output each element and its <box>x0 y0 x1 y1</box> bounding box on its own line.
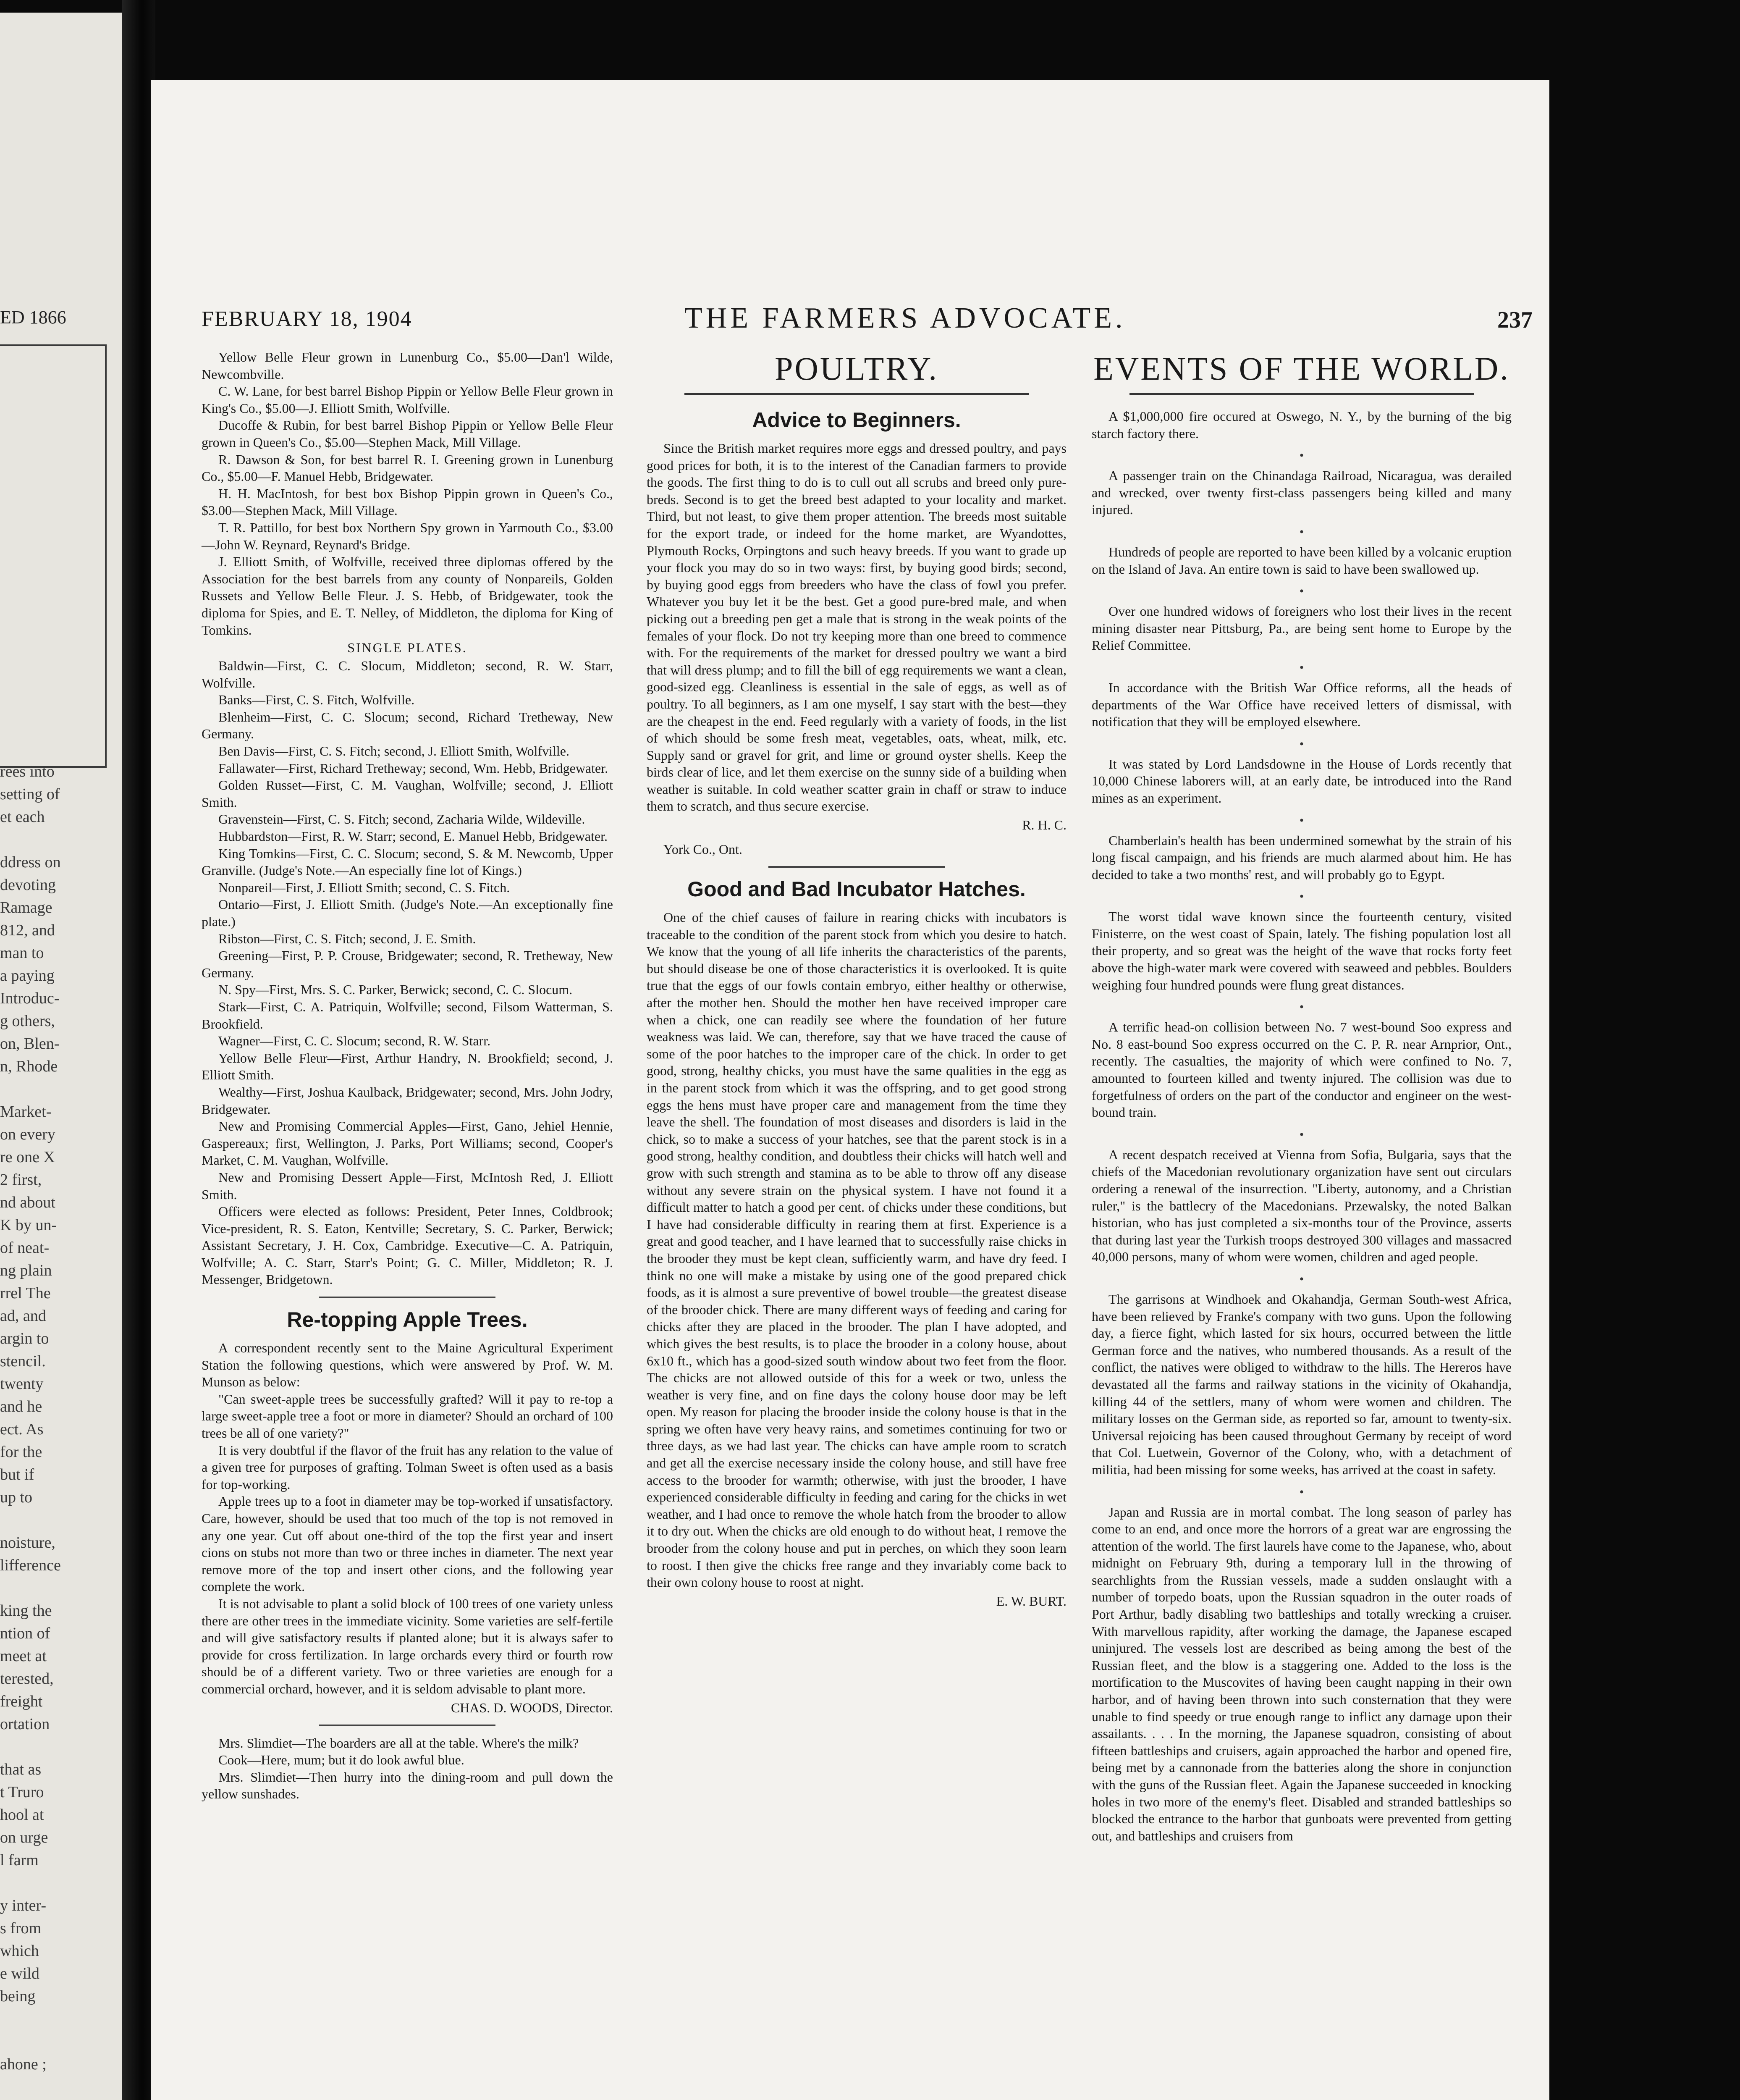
event-item: A terrific head-on collision between No. 7 west-bound Soo express and No. 8 east-bound Soo express occurred on the C. P. R. near Arnprior, Ont., recently. The casualties, the majority of which were confined to No. 7, amounted to fourteen killed and twenty injured. The collision was due to forgetfulness of orders on the part of the conductor and engineer on the west-bound train. <box>1092 1019 1512 1120</box>
event-separator: • <box>1299 584 1304 598</box>
event-item: The worst tidal wave known since the fourteenth century, visited Finisterre, on the west coast of Spain, lately. The fishing population lost all their property, and so great was the height of the wave that rocks forty feet above the high-water mark were covered with seaweed and pebbles. Boulders weighing four hundred pounds were flung great distances. <box>1092 909 1512 992</box>
left-page-line-fragment: Introduc- <box>0 990 60 1007</box>
prize-list <box>202 349 613 638</box>
retopping-paragraph: "Can sweet-apple trees be successfully grafted? Will it pay to re-top a large sweet-apple tree a foot or more in diameter? Should an orchard of 100 trees be all of one variety?" <box>202 1391 613 1441</box>
left-page-line-fragment <box>0 1872 126 1894</box>
left-page-line-fragment: hool at <box>0 1806 44 1824</box>
prize-paragraph: C. W. Lane, for best barrel Bishop Pippin or Yellow Belle Fleur grown in King's Co., $5.00—J. Elliott Smith, Wolfville. <box>202 383 613 416</box>
event-item: A recent despatch received at Vienna from Sofia, Bulgaria, says that the chiefs of the Macedonian revolutionary organization have sent out circulars ordering a renewal of the insurrection. "Liberty, autonomy, and a Christian ruler," is the battlecry of the Macedonians. Przewalsky, the noted Balkan historian, who has just completed a six-months tour of the Province, asserts that during last year the Turkish troops destroyed 300 villages and massacred 40,000 persons, many of whom were women, children and aged people. <box>1092 1147 1512 1265</box>
plate-entry: Golden Russet—First, C. M. Vaughan, Wolfville; second, J. Elliott Smith. <box>202 777 613 810</box>
plate-entry: Wagner—First, C. C. Slocum; second, R. W. Starr. <box>218 1033 491 1049</box>
plate-entry: Fallawater—First, Richard Tretheway; second, Wm. Hebb, Bridgewater. <box>218 760 608 776</box>
event-separator: • <box>1299 1000 1304 1014</box>
left-page-line-fragment: on urge <box>0 1829 48 1846</box>
section-rule <box>684 393 1029 395</box>
plate-entry: Ribston—First, C. S. Fitch; second, J. E. Smith. <box>218 931 476 946</box>
left-page-line-fragment: stencil. <box>0 1352 46 1370</box>
left-page-line-fragment: argin to <box>0 1330 49 1347</box>
plate-entry: Blenheim—First, C. C. Slocum; second, Richard Tretheway, New Germany. <box>202 709 613 742</box>
joke-item <box>202 1735 613 1803</box>
left-page-line-fragment: a paying <box>0 967 55 984</box>
left-page-line-fragment: et each <box>0 808 45 826</box>
left-page-line-fragment: nd about <box>0 1194 55 1211</box>
column-left <box>202 349 613 1803</box>
event-separator: • <box>1299 813 1304 827</box>
advice-headline: Advice to Beginners. <box>752 408 961 432</box>
plate-entry: N. Spy—First, Mrs. S. C. Parker, Berwick; second, C. C. Slocum. <box>218 982 573 998</box>
left-page-line-fragment: y inter- <box>0 1897 47 1914</box>
publication-title: THE FARMERS ADVOCATE. <box>684 302 1126 334</box>
plate-entry: Ontario—First, J. Elliott Smith. (Judge's Note.—An exceptionally fine plate.) <box>202 897 613 929</box>
left-page-line-fragment: that as <box>0 1761 42 1778</box>
article-divider <box>319 1725 495 1726</box>
left-page-fragment <box>0 13 126 2100</box>
left-page-line-fragment: and he <box>0 1398 42 1415</box>
plate-entry: New and Promising Dessert Apple—First, McIntosh Red, J. Elliott Smith. <box>202 1169 613 1202</box>
single-plates-heading: SINGLE PLATES. <box>347 640 467 656</box>
left-page-line-fragment: which <box>0 1942 39 1960</box>
left-page-line-fragment: ahone ; <box>0 2055 47 2073</box>
left-page-line-fragment: 2 first, <box>0 1171 42 1189</box>
plate-entry: Baldwin—First, C. C. Slocum, Middleton; second, R. W. Starr, Wolfville. <box>202 658 613 690</box>
advice-place: York Co., Ont. <box>663 842 742 857</box>
events-list <box>1092 408 1512 1844</box>
left-page-line-fragment: freight <box>0 1693 43 1710</box>
left-page-line-fragment: rrel The <box>0 1284 51 1302</box>
joke-line: Cook—Here, mum; but it do look awful blue. <box>218 1752 464 1768</box>
retopping-headline: Re-topping Apple Trees. <box>287 1308 528 1332</box>
section-rule <box>1129 393 1474 395</box>
left-page-line-fragment: s from <box>0 1919 42 1937</box>
column-middle <box>647 349 1067 1617</box>
advice-paragraph: Since the British market requires more eggs and dressed poultry, and pays good prices for both, it is to the interest of the Canadian farmers to provide the goods. The first thing to do is to cull out all scrubs and breed only pure-breds. Second is to get the breed best adapted to your locality and market. Third, but not least, to give them proper attention. The breeds most suitable for the export trade, or indeed for the home market, are Wyandottes, Plymouth Rocks, Orpingtons and such heavy breeds. If you want to grade up your flock you may do so in two ways: first, by buying good birds; second, by buying good eggs from breeders who have the class of fowl you prefer. Whatever you buy let it be the best. Get a good pure-bred male, and when picking out a breeding pen get a male that is strong in the weak points of the females of your flock. Do not try keeping more than one breed to commence with. For the requirements of the market for dressed poultry we want a bird that will dress plump; and to fill the bill of egg requirements we want a clean, good-sized egg. Cleanliness is essential in the sale of eggs, as well as of poultry. To all beginners, as I am one myself, I say start with the best—they are the cheapest in the end. Feed regularly with a variety of foods, in the list of which should be some fresh meat, vegetables, oats, wheat, milk, etc. Supply sand or gravel for grit, and lime or ground oyster shells. Keep the birds clear of lice, and let them exercise on the sunny side of a building when weather is suitable. In cold weather scatter grain in chaff or straw to induce them to scratch, and thus secure exercise. <box>647 441 1067 814</box>
plate-entry: Gravenstein—First, C. S. Fitch; second, Zacharia Wilde, Wildeville. <box>218 811 585 827</box>
left-page-line-fragment: twenty <box>0 1375 44 1393</box>
prize-paragraph: T. R. Pattillo, for best box Northern Spy grown in Yarmouth Co., $3.00—John W. Reynard, Reynard's Bridge. <box>202 520 613 552</box>
left-page-line-fragment: king the <box>0 1602 52 1620</box>
left-page-line-fragment: on every <box>0 1126 55 1143</box>
left-page-line-fragment <box>0 1577 126 1599</box>
plate-entry: Stark—First, C. A. Patriquin, Wolfville; second, Filsom Watterman, S. Brookfield. <box>202 999 613 1032</box>
left-page-box-rule <box>0 344 107 768</box>
left-page-line-fragment: lifference <box>0 1557 61 1574</box>
event-separator: • <box>1299 1272 1304 1286</box>
left-page-line-fragment: rees into <box>0 763 55 780</box>
left-page-line-fragment: K by un- <box>0 1216 57 1234</box>
prize-paragraph: Ducoffe & Rubin, for best barrel Bishop Pippin or Yellow Belle Fleur grown in Queen's Co., $5.00—Stephen Mack, Mill Village. <box>202 417 613 450</box>
event-item: Chamberlain's health has been undermined somewhat by the strain of his long fiscal campaign, and his friends are much alarmed about him. He has decided to take a two months' rest, and will probably go to Egypt. <box>1092 832 1512 882</box>
event-separator: • <box>1299 660 1304 675</box>
prize-paragraph: J. Elliott Smith, of Wolfville, received three diplomas offered by the Association for the best barrels from any county of Nonpareils, Golden Russets and Yellow Belle Fleur. J. S. Hebb, of Bridgewater, took the diploma for Spies, and E. T. Nelley, of Middleton, the diploma for King of Tomkins. <box>202 554 613 638</box>
retopping-paragraph: It is not advisable to plant a solid block of 100 trees of one variety unless there are other trees in the immediate vicinity. Some varieties are self-fertile and will give satisfactory results if planted alone; but it is always safer to provide for cross fertilization. In large orchards every third or fourth row should be of a different variety. Two or three varieties are enough for a commercial orchard, however, and it is seldom advisable to plant more. <box>202 1596 613 1696</box>
joke-line: Mrs. Slimdiet—The boarders are all at the table. Where's the milk? <box>218 1735 579 1751</box>
left-page-line-fragment: ad, and <box>0 1307 46 1325</box>
left-page-line-fragment: up to <box>0 1488 33 1506</box>
retopping-article <box>202 1339 613 1697</box>
left-page-line-fragment: t Truro <box>0 1783 44 1801</box>
plate-entry: Yellow Belle Fleur—First, Arthur Handry, N. Brookfield; second, J. Elliott Smith. <box>202 1050 613 1083</box>
prize-paragraph: H. H. MacIntosh, for best box Bishop Pippin grown in Queen's Co., $3.00—Stephen Mack, Mill Village. <box>202 486 613 518</box>
left-page-line-fragment: terested, <box>0 1670 54 1688</box>
page-header <box>202 302 1533 336</box>
left-page-line-fragment <box>0 2098 126 2100</box>
advice-article <box>647 440 1067 815</box>
incubator-signature: E. W. BURT. <box>996 1593 1067 1609</box>
joke-line: Mrs. Slimdiet—Then hurry into the dining-room and pull down the yellow sunshades. <box>202 1769 613 1802</box>
left-page-line-fragment: setting of <box>0 785 60 803</box>
left-page-line-fragment: ortation <box>0 1715 50 1733</box>
retopping-signature: CHAS. D. WOODS, Director. <box>451 1700 613 1715</box>
article-divider <box>319 1297 495 1298</box>
event-item: The garrisons at Windhoek and Okahandja, German South-west Africa, have been relieved by Franke's company with two guns. Upon the following day, a fierce fight, which lasted for six hours, occurred between the little German force and the natives, who numbered thousands. As a result of the conflict, the natives were obliged to withdraw to the hills. The Hereros have devastated all the farms and railway stations in the vicinity of Okahandja, killing 44 of the settlers, many of whom were women and children. The military losses on the German side, as reported so far, amount to twenty-six. Universal rejoicing has been caused throughout Germany by receipt of word that Col. Luetwein, Governor of the Colony, who, with a detachment of militia, had been missing for some weeks, has arrived at the coast in safety. <box>1092 1291 1512 1477</box>
event-item: Japan and Russia are in mortal combat. The long season of parley has come to an end, and once more the horrors of a great war are engrossing the attention of the world. The first laurels have come to the Japanese, who, about midnight on February 9th, during a temporary lull in the throwing of searchlights from the Russian vessels, made a sudden onslaught with a number of torpedo boats, upon the Russian squadron in the outer roads of Port Arthur, badly disabling two battleships and totally wrecking a cruiser. With marvellous rapidity, after working the damage, the Japanese escaped uninjured. The vessels lost are described as being among the best of the Russian fleet, and the blow is a staggering one. Added to the loss is the mortification to the Muscovites of having been caught napping in their own harbor, and of having been thrown into such consternation that they were unable to find speedy or true enough range to inflict any damage upon their assailants. . . . In the morning, the Japanese squadron, consisting of about fifteen battleships and cruisers, again approached the harbor and opened fire, being met by a cannonade from the batteries along the shore in conjunction with the guns of the Russian fleet. Again the Japanese succeeded in knocking holes in two more of the enemy's fleet. Disabled and stranded battleships so blocked the entrance to the harbor that gunboats were prevented from getting out, and battleships and cruisers from <box>1092 1504 1512 1843</box>
event-item: Hundreds of people are reported to have been killed by a volcanic eruption on the Island of Java. An entire town is said to have been swallowed up. <box>1092 544 1512 577</box>
events-section-title: EVENTS OF THE WORLD. <box>1093 350 1510 387</box>
left-page-line-fragment: man to <box>0 944 44 962</box>
page-gutter <box>122 0 155 2100</box>
left-page-line-fragment: meet at <box>0 1647 47 1665</box>
event-item: A passenger train on the Chinandaga Railroad, Nicaragua, was derailed and wrecked, over twenty first-class passengers being killed and many injured. <box>1092 468 1512 517</box>
left-page-line-fragment <box>0 2008 126 2030</box>
left-page-line-fragment: Ramage <box>0 899 52 916</box>
advice-signature: R. H. C. <box>1022 817 1067 833</box>
left-page-line-fragment: ntion of <box>0 1625 50 1642</box>
incubator-paragraph: One of the chief causes of failure in rearing chicks with incubators is traceable to the condition of the parent stock from which you desire to hatch. We know that the young of all life inherits the characteristics of the parents, but should disease be one of those characteristics it is overlooked. It is quite true that the eggs of our fowls contain embryo, either healthy or otherwise, after the mother hen. Should the mother hen have received improper care when a chick, one can readily see where the foundation of her future weakness was laid. We can, therefore, say that we have traced the cause of some of the poor hatches to the improper care of the chick. In order to get good, strong, healthy chicks, you must have the same qualities in the egg as in the parent stock from which it was the offspring, and to get good strong eggs the hens must have proper care and management from the time they leave the shell. The foundation of most diseases and disorders is laid in the chick, so to make a success of your hatches, see that the parent stock is in a good strong, healthy condition, and doubtless their chicks will hatch well and grow with such strength and stamina as to be able to throw off any disease without any severe strain on the physical system. I have not found it a difficult matter to hatch a good per cent. of chicks under these conditions, but I have had considerable difficulty in rearing them at first. Experience is a great and good teacher, and I have learned that to successfully raise chicks in the brooder they must be kept clean, sufficiently warm, and have dry feed. I think no one will make a mistake by using one of the good prepared chick foods, as it is almost a sure preventive of bowel trouble—the greatest disease of the brooder chick. There are many different ways of feeding and caring for chicks after they are placed in the brooder. The plan I have adopted, and which gives the best results, is to place the brooder in a colony house, about 6x10 ft., which has a good-sized south window about two feet from the floor. The chicks are not allowed outside of this for a week or two, unless the weather is very fine, and on fine days the colony house door may be left open. My reason for placing the brooder inside the colony house is that in the spring we often have very heavy rains, and sometimes continuing for two or three days, as we had last year. The chicks can have ample room to scratch and get all the exercise necessary inside the colony house, and still have free access to the brooder for warmth; otherwise, with just the brooder, I have experienced considerable difficulty in feeding and caring for the chicks in wet weather, and I had once to remove the whole hatch from the brooder to allow it to dry out. When the chicks are old enough to do without heat, I remove the brooder from the colony house and put in perches, on which they soon learn to roost. I then give the chicks free range and they invariably come back to their own colony house to roost at night. <box>647 910 1067 1590</box>
retopping-paragraph: Apple trees up to a foot in diameter may be top-worked if unsatisfactory. Care, however, should be used that too much of the top is not removed in any one year. Cut off about one-third of the top the first year and insert cions on stubs not more than two or three inches in diameter. The next year remove more of the top and insert other cions, and the following year complete the work. <box>202 1494 613 1594</box>
left-page-line-fragment: of neat- <box>0 1239 50 1257</box>
prize-paragraph: Yellow Belle Fleur grown in Lunenburg Co., $5.00—Dan'l Wilde, Newcombville. <box>202 349 613 382</box>
retopping-paragraph: It is very doubtful if the flavor of the fruit has any relation to the value of a given tree for purposes of grafting. Tolman Sweet is often used as a basis for top-working. <box>202 1442 613 1492</box>
plate-entry: Banks—First, C. S. Fitch, Wolfville. <box>218 692 415 708</box>
event-separator: • <box>1299 1127 1304 1142</box>
single-plates-list <box>202 657 613 1288</box>
event-separator: • <box>1299 1485 1304 1499</box>
left-page-line-fragment <box>0 828 126 851</box>
article-divider <box>768 866 945 868</box>
left-page-line-fragment: ect. As <box>0 1420 44 1438</box>
event-item: Over one hundred widows of foreigners who lost their lives in the recent mining disaster near Pittsburg, Pa., are being sent home to Europe by the Relief Committee. <box>1092 604 1512 653</box>
left-page-line-fragment <box>0 2030 126 2053</box>
left-page-line-fragment: g others, <box>0 1012 55 1030</box>
plate-entry: Hubbardston—First, R. W. Starr; second, E. Manuel Hebb, Bridgewater. <box>218 829 608 844</box>
left-page-line-fragment: ddress on <box>0 853 61 871</box>
newspaper-page <box>151 80 1549 2100</box>
left-page-line-fragment: for the <box>0 1443 42 1461</box>
left-page-header-fragment: ED 1866 <box>0 307 66 328</box>
left-page-line-fragment <box>0 2076 126 2098</box>
film-border-top <box>126 0 1740 80</box>
event-item: In accordance with the British War Office reforms, all the heads of departments of the War Office have received letters of dismissal, with notification that they will be employed elsewhere. <box>1092 680 1512 730</box>
prize-paragraph: R. Dawson & Son, for best barrel R. I. Greening grown in Lunenburg Co., $5.00—F. Manuel Hebb, Bridgewater. <box>202 452 613 484</box>
film-border-right <box>1549 0 1740 2100</box>
event-item: A $1,000,000 fire occured at Oswego, N. Y., by the burning of the big starch factory there. <box>1092 409 1512 441</box>
column-right <box>1092 349 1512 1852</box>
left-page-line-fragment: l farm <box>0 1851 39 1869</box>
left-page-line-fragment: but if <box>0 1466 34 1483</box>
left-page-line-fragment: ng plain <box>0 1262 52 1279</box>
event-separator: • <box>1299 525 1304 539</box>
page-number: 237 <box>1497 307 1533 333</box>
poultry-section-title: POULTRY. <box>775 350 938 387</box>
left-page-line-fragment: n, Rhode <box>0 1058 58 1075</box>
plate-entry: Ben Davis—First, C. S. Fitch; second, J. Elliott Smith, Wolfville. <box>218 743 569 759</box>
left-page-line-fragment: noisture, <box>0 1534 55 1551</box>
plate-entry: Officers were elected as follows: President, Peter Innes, Coldbrook; Vice-president, R. S. Eaton, Kentville; Secretary, S. C. Parker, Berwick; Assistant Secretary, J. H. Cox, Cambridge. Executive—C. A. Patriquin, Wolfville; A. C. Starr, Starr's Point; G. C. Miller, Middleton; R. J. Messenger, Bridgetown. <box>202 1204 613 1287</box>
left-page-line-fragment <box>0 1078 126 1100</box>
plate-entry: Greening—First, P. P. Crouse, Bridgewater; second, R. Tretheway, New Germany. <box>202 948 613 980</box>
left-page-line-fragment <box>0 1735 126 1758</box>
plate-entry: New and Promising Commercial Apples—First, Gano, Jehiel Hennie, Gaspereaux; first, Wellington, J. Parks, Port Williams; second, Cooper's Market, C. M. Vaughan, Wolfville. <box>202 1118 613 1168</box>
incubator-article <box>647 909 1067 1591</box>
plate-entry: Wealthy—First, Joshua Kaulback, Bridgewater; second, Mrs. John Jodry, Bridgewater. <box>202 1084 613 1117</box>
left-page-line-fragment: devoting <box>0 876 56 894</box>
plate-entry: King Tomkins—First, C. C. Slocum; second, S. & M. Newcomb, Upper Granville. (Judge's Note.—An especially fine lot of Kings.) <box>202 845 613 878</box>
left-page-line-fragment: re one X <box>0 1148 55 1166</box>
retopping-paragraph: A correspondent recently sent to the Maine Agricultural Experiment Station the following questions, which were answered by Prof. W. M. Munson as below: <box>202 1340 613 1390</box>
left-page-line-fragment: 812, and <box>0 921 55 939</box>
left-page-line-fragment: Market- <box>0 1103 52 1121</box>
left-page-line-fragment: on, Blen- <box>0 1035 60 1053</box>
issue-date: FEBRUARY 18, 1904 <box>202 307 412 331</box>
left-page-line-fragment <box>0 1509 126 1531</box>
event-separator: • <box>1299 737 1304 751</box>
left-page-text-fragments <box>0 760 126 2100</box>
left-page-line-fragment: e wild <box>0 1965 39 1982</box>
left-page-line-fragment: being <box>0 1987 36 2005</box>
event-separator: • <box>1299 449 1304 463</box>
event-item: It was stated by Lord Landsdowne in the House of Lords recently that 10,000 Chinese laborers will, at an early date, be introduced into the Rand mines as an experiment. <box>1092 756 1512 806</box>
event-separator: • <box>1299 890 1304 904</box>
incubator-headline: Good and Bad Incubator Hatches. <box>687 877 1026 901</box>
plate-entry: Nonpareil—First, J. Elliott Smith; second, C. S. Fitch. <box>218 879 510 895</box>
